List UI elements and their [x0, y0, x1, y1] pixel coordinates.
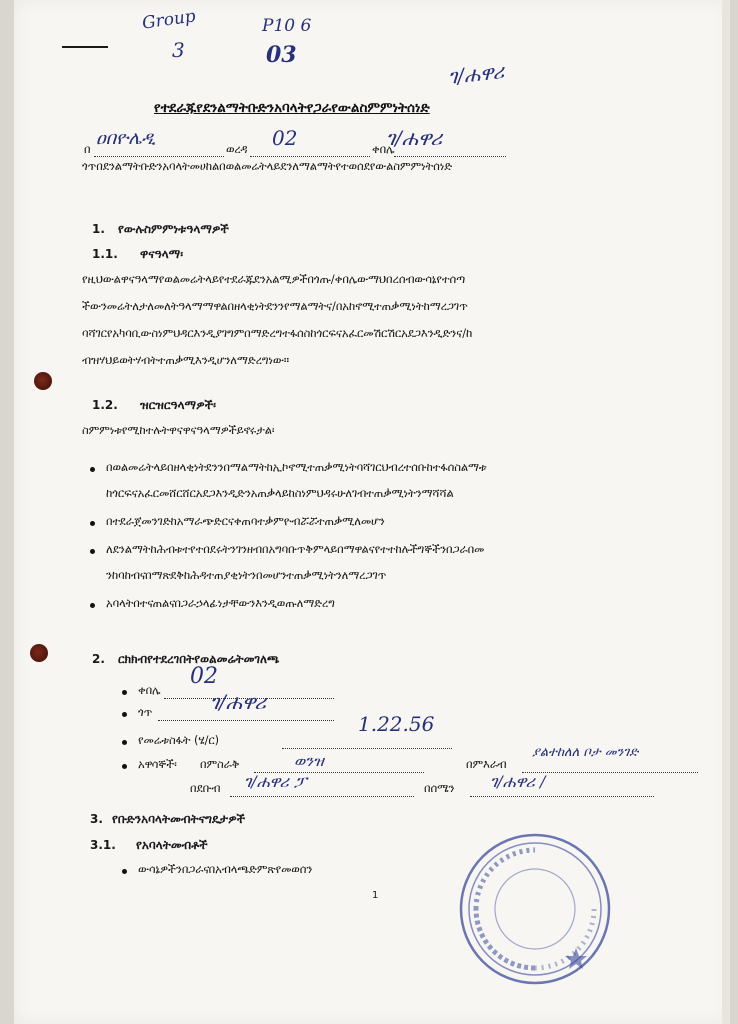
north-line	[470, 796, 654, 797]
section1-1-number: 1.1.	[92, 247, 118, 261]
got-label: ጎጥ	[138, 706, 153, 719]
section3-number: 3.	[90, 812, 103, 826]
area-label: የመሬቱስፋት (ሄ/ር)	[138, 734, 220, 747]
borders-label: አዋሳኞች፡	[138, 758, 177, 771]
west-line	[522, 772, 698, 773]
bullet-3-line-2: ንከባከብናበማጽደቅከሕዳተጠያቂነትንበመሆንተጠቃሚነትንለማረጋገጥ	[106, 569, 387, 582]
bullet-4-line-1: አባላትበተናጠልናበጋራኃላፊነታቸውንእንዲወጡለማድረግ	[106, 597, 335, 610]
west-value: ያልተከለለ ቦታ መንገድ	[532, 745, 639, 760]
top-signature: ገ/ሐዋሪ	[446, 59, 506, 89]
intro-kebele-value: ገ/ሐዋሪ	[386, 126, 443, 150]
intro-wereda-label: ወረዳ	[226, 143, 248, 156]
got-value: ገ/ሐዋሪ	[210, 690, 267, 714]
intro-wereda-line	[250, 156, 370, 157]
group-note: Group	[140, 6, 197, 34]
bullet-1-line-2: ከጎርፍናአፈርመሸርሸርአደጋእንዲድንአጠቃላይከስነምህዳሩሁለገብተጠቃሚነትንማሻሻል	[106, 487, 454, 500]
para-line-1: የዚህውልዋናዓላማየወልመሬትላይየተደራጁደንአልሚዎችበጎጡ/ቀበሌውማህበረሰብውሳኔየተሰጣ	[82, 273, 466, 286]
p-code-sub-note: 03	[266, 42, 297, 68]
intro-b-prefix: በ	[84, 143, 91, 156]
section1-2-number: 1.2.	[92, 398, 118, 412]
punch-hole-bottom	[30, 644, 48, 662]
intro-kebele-label: ቀበሌ	[372, 143, 395, 156]
para-line-4: ብዝሃህይወትሃብትተጠቃሚእንዲሆንለማድረግነው።	[82, 354, 290, 367]
bullet-rights-1	[122, 869, 127, 874]
bullet-2	[90, 521, 95, 526]
bullet-4	[90, 603, 95, 608]
bullet-area	[122, 740, 127, 745]
document-title: የተደራጁየደንልማትቡድንአባላትየጋራየውልስምምነትሰነድ	[154, 100, 430, 116]
section2-heading: ርክክብየተደረገበትየወልመሬትመገለጫ	[118, 652, 280, 666]
section1-1-heading: ዋናዓላማ፡	[140, 247, 184, 261]
document-page	[14, 0, 730, 1024]
page-edge	[722, 0, 730, 1024]
section1-number: 1.	[92, 222, 105, 236]
kebele-label: ቀበሌ	[138, 684, 161, 697]
north-label: በሰሜን	[424, 782, 455, 795]
bullet-got	[122, 712, 127, 717]
official-seal-stamp	[456, 830, 614, 988]
north-value: ገ/ሐዋሪ /	[490, 772, 546, 791]
section2-number: 2.	[92, 652, 105, 666]
east-value: ወንዝ	[294, 752, 324, 770]
bullet-1	[90, 467, 95, 472]
bullet-borders	[122, 764, 127, 769]
section3-heading: የቡድንአባላትመብትናግዴታዎች	[112, 812, 246, 826]
bullet-1-line-1: በወልመሬትላይበዘላቂነትደንንበማልማትከኢኮኖሚተጠቃሚነትባሻገርህብረተሰቡከተፋሰስልማቱ	[106, 461, 487, 474]
page-number: 1	[372, 890, 379, 901]
kebele-value: 02	[190, 664, 218, 689]
bullet-2-line-1: በተደራጀመንገድከአማራጭድርናቀጠባተቃምዮብሯሯተጠቃሚለመሆን	[106, 515, 385, 528]
bullet-3-line-1: ለደንልማትከሕብቱተየተበደሩትንገንዘብበአግባቡጥቅምላይበማዋልናየተተከሉችግኞችንበጋራበመ	[106, 543, 485, 556]
section1-heading: የውሉስምምነቱዓላማዎች	[118, 222, 229, 236]
punch-hole-top	[34, 372, 52, 390]
p-code-note: P10 6	[262, 16, 312, 36]
section1-2-intro: ስምምነቱየሚከተሉትዋናዋናዓላማዎችይኖሩታል፡	[82, 424, 275, 437]
west-label: በምእራብ	[466, 758, 507, 771]
para-line-3: ባሻገርየአካባቢውስነምህዳርእንዲያገግምበማድረግተፋሰስከጎርፍናአፈርመሽርሽርአደጋእንዲድንና/ከ	[82, 327, 473, 340]
south-line	[230, 796, 414, 797]
intro-line-2: ጎጥበደንልማትቡድንአባላትመሀከልበወልመሬትላይደንለማልማትየተወሰደየውልስምምነትሰነድ	[82, 160, 453, 173]
section3-1-number: 3.1.	[90, 838, 116, 852]
area-value: 1.22.56	[358, 712, 435, 736]
group-number: 3	[172, 38, 185, 62]
got-line	[158, 720, 334, 721]
intro-b-value: ዐበዮሌዲ	[96, 128, 156, 149]
intro-kebele-line	[394, 156, 506, 157]
intro-b-line	[94, 156, 224, 157]
section3-1-heading: የአባላትመብቶች	[136, 838, 208, 852]
dash-mark	[62, 46, 108, 48]
south-value: ገ/ሐዋሪ ፓ	[244, 772, 307, 791]
area-line	[282, 748, 452, 749]
east-label: በምስራቅ	[200, 758, 240, 771]
south-label: በደቡብ	[190, 782, 221, 795]
para-line-2: ችውንመሬትለታለመለትዓላማማዋልበዘላቂነትደንንየማልማትና/በአከኖሚተጠቃሚነትከማረጋገጥ	[82, 300, 468, 313]
section1-2-heading: ዝርዝርዓላማዎች፡	[140, 398, 216, 412]
bullet-kebele	[122, 690, 127, 695]
bullet-3	[90, 549, 95, 554]
intro-wereda-value: 02	[272, 126, 298, 150]
rights-bullet-1: ውሳኔዎችንበጋራናበአብላጫድምጽየመወሰን	[138, 863, 313, 876]
